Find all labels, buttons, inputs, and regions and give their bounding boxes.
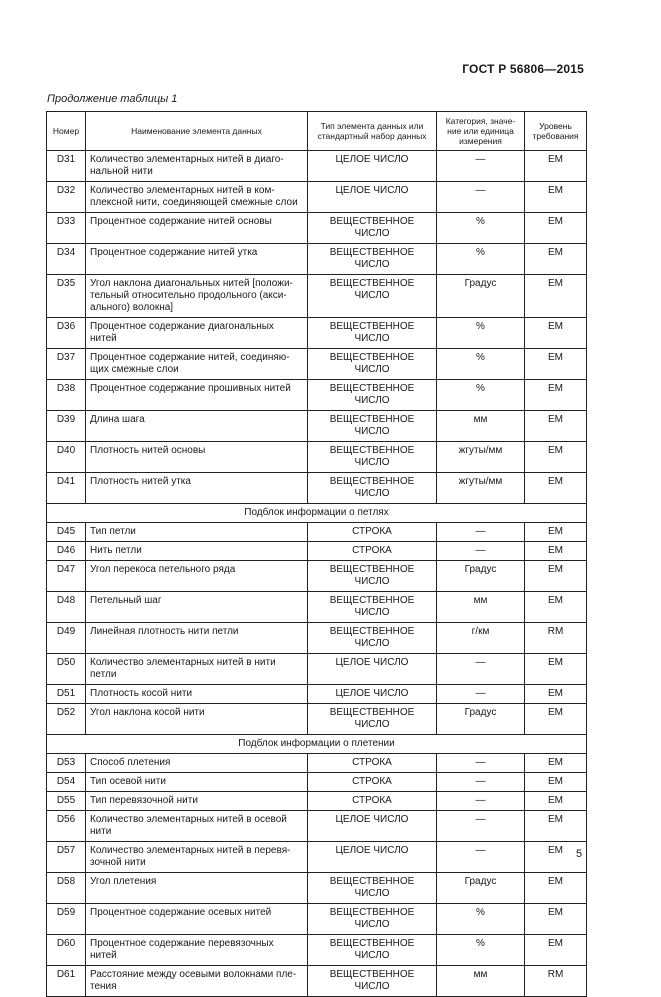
- cell-type: СТРОКА: [308, 523, 437, 542]
- cell-unit: Градус: [437, 704, 525, 735]
- cell-number: D49: [47, 623, 86, 654]
- cell-number: D33: [47, 213, 86, 244]
- cell-name: Петельный шаг: [86, 592, 308, 623]
- cell-type: ВЕЩЕСТВЕННОЕ ЧИСЛО: [308, 275, 437, 318]
- cell-name: Процентное содержание нитей, соединяю- щих смежные слои: [86, 349, 308, 380]
- cell-name: Количество элементарных нитей в перевя- зочной нити: [86, 842, 308, 873]
- cell-number: D32: [47, 182, 86, 213]
- table-row: [47, 542, 587, 561]
- cell-number: D57: [47, 842, 86, 873]
- cell-type: ВЕЩЕСТВЕННОЕ ЧИСЛО: [308, 873, 437, 904]
- cell-number: D55: [47, 792, 86, 811]
- cell-unit: %: [437, 904, 525, 935]
- cell-requirement: ЕМ: [525, 442, 587, 473]
- cell-requirement: ЕМ: [525, 935, 587, 966]
- cell-requirement: ЕМ: [525, 213, 587, 244]
- cell-requirement: ЕМ: [525, 873, 587, 904]
- cell-name: Плотность нитей основы: [86, 442, 308, 473]
- cell-requirement: ЕМ: [525, 685, 587, 704]
- cell-requirement: ЕМ: [525, 792, 587, 811]
- cell-requirement: ЕМ: [525, 773, 587, 792]
- table-row: [47, 349, 587, 380]
- table-row: [47, 842, 587, 873]
- table-caption: Продолжение таблицы 1: [47, 93, 178, 105]
- cell-type: ВЕЩЕСТВЕННОЕ ЧИСЛО: [308, 904, 437, 935]
- cell-type: ВЕЩЕСТВЕННОЕ ЧИСЛО: [308, 244, 437, 275]
- cell-name: Нить петли: [86, 542, 308, 561]
- column-header-unit: Категория, значе- ние или единица измерения: [437, 112, 525, 151]
- cell-number: D54: [47, 773, 86, 792]
- cell-type: ВЕЩЕСТВЕННОЕ ЧИСЛО: [308, 561, 437, 592]
- cell-type: ЦЕЛОЕ ЧИСЛО: [308, 654, 437, 685]
- cell-requirement: ЕМ: [525, 349, 587, 380]
- table-row: [47, 442, 587, 473]
- cell-unit: Градус: [437, 275, 525, 318]
- column-header-number: Номер: [47, 112, 86, 151]
- cell-name: Способ плетения: [86, 754, 308, 773]
- cell-name: Процентное содержание прошивных нитей: [86, 380, 308, 411]
- cell-name: Угол наклона диагональных нитей [положи- тельный относительно продольного (акси- ального) волокна]: [86, 275, 308, 318]
- cell-unit: %: [437, 213, 525, 244]
- cell-requirement: ЕМ: [525, 561, 587, 592]
- cell-name: Угол наклона косой нити: [86, 704, 308, 735]
- cell-unit: —: [437, 685, 525, 704]
- cell-name: Линейная плотность нити петли: [86, 623, 308, 654]
- cell-name: Длина шага: [86, 411, 308, 442]
- cell-type: ЦЕЛОЕ ЧИСЛО: [308, 182, 437, 213]
- cell-number: D34: [47, 244, 86, 275]
- table-row: [47, 792, 587, 811]
- cell-name: Процентное содержание диагональных нитей: [86, 318, 308, 349]
- cell-unit: —: [437, 811, 525, 842]
- cell-type: СТРОКА: [308, 792, 437, 811]
- cell-requirement: ЕМ: [525, 380, 587, 411]
- cell-unit: —: [437, 842, 525, 873]
- cell-name: Процентное содержание нитей основы: [86, 213, 308, 244]
- cell-number: D50: [47, 654, 86, 685]
- cell-type: СТРОКА: [308, 542, 437, 561]
- cell-unit: —: [437, 182, 525, 213]
- group-header-row: [47, 735, 587, 754]
- cell-unit: Градус: [437, 561, 525, 592]
- column-header-type: Тип элемента данных или стандартный набор данных: [308, 112, 437, 151]
- cell-unit: —: [437, 523, 525, 542]
- table-row: [47, 380, 587, 411]
- cell-requirement: ЕМ: [525, 411, 587, 442]
- cell-unit: —: [437, 773, 525, 792]
- cell-name: Процентное содержание нитей утка: [86, 244, 308, 275]
- cell-unit: %: [437, 244, 525, 275]
- table-header-row: [47, 112, 587, 151]
- cell-type: ЦЕЛОЕ ЧИСЛО: [308, 151, 437, 182]
- cell-number: D48: [47, 592, 86, 623]
- cell-requirement: ЕМ: [525, 523, 587, 542]
- table-row: [47, 966, 587, 997]
- table-row: [47, 151, 587, 182]
- table-row: [47, 654, 587, 685]
- table-row: [47, 773, 587, 792]
- cell-number: D53: [47, 754, 86, 773]
- cell-name: Процентное содержание перевязочных нитей: [86, 935, 308, 966]
- cell-type: ВЕЩЕСТВЕННОЕ ЧИСЛО: [308, 442, 437, 473]
- cell-name: Расстояние между осевыми волокнами пле- тения: [86, 966, 308, 997]
- table-row: [47, 873, 587, 904]
- cell-unit: мм: [437, 592, 525, 623]
- group-header-row: [47, 504, 587, 523]
- cell-requirement: ЕМ: [525, 704, 587, 735]
- cell-type: ВЕЩЕСТВЕННОЕ ЧИСЛО: [308, 473, 437, 504]
- cell-number: D47: [47, 561, 86, 592]
- column-header-name: Наименование элемента данных: [86, 112, 308, 151]
- cell-requirement: ЕМ: [525, 592, 587, 623]
- cell-requirement: ЕМ: [525, 275, 587, 318]
- cell-number: D35: [47, 275, 86, 318]
- cell-requirement: ЕМ: [525, 244, 587, 275]
- cell-unit: мм: [437, 966, 525, 997]
- cell-unit: %: [437, 349, 525, 380]
- cell-requirement: RM: [525, 623, 587, 654]
- group-title: Подблок информации о петлях: [47, 504, 587, 523]
- cell-type: ВЕЩЕСТВЕННОЕ ЧИСЛО: [308, 349, 437, 380]
- cell-requirement: RM: [525, 966, 587, 997]
- cell-type: СТРОКА: [308, 754, 437, 773]
- cell-unit: жгуты/мм: [437, 473, 525, 504]
- table-body: [47, 151, 587, 997]
- cell-number: D37: [47, 349, 86, 380]
- cell-unit: г/км: [437, 623, 525, 654]
- cell-name: Количество элементарных нитей в ком- плексной нити, соединяющей смежные слои: [86, 182, 308, 213]
- cell-type: ВЕЩЕСТВЕННОЕ ЧИСЛО: [308, 966, 437, 997]
- cell-unit: Градус: [437, 873, 525, 904]
- table-row: [47, 685, 587, 704]
- table-row: [47, 904, 587, 935]
- cell-name: Тип петли: [86, 523, 308, 542]
- cell-number: D59: [47, 904, 86, 935]
- cell-type: ВЕЩЕСТВЕННОЕ ЧИСЛО: [308, 380, 437, 411]
- table-row: [47, 411, 587, 442]
- group-title: Подблок информации о плетении: [47, 735, 587, 754]
- cell-unit: —: [437, 754, 525, 773]
- table-row: [47, 473, 587, 504]
- cell-type: ЦЕЛОЕ ЧИСЛО: [308, 685, 437, 704]
- cell-requirement: ЕМ: [525, 842, 587, 873]
- table-row: [47, 275, 587, 318]
- cell-type: ЦЕЛОЕ ЧИСЛО: [308, 811, 437, 842]
- cell-requirement: ЕМ: [525, 542, 587, 561]
- column-header-requirement: Уровень требования: [525, 112, 587, 151]
- cell-unit: —: [437, 792, 525, 811]
- cell-name: Количество элементарных нитей в диаго- нальной нити: [86, 151, 308, 182]
- table-row: [47, 561, 587, 592]
- cell-unit: —: [437, 542, 525, 561]
- cell-number: D40: [47, 442, 86, 473]
- cell-number: D39: [47, 411, 86, 442]
- data-elements-table: [46, 111, 587, 997]
- cell-requirement: ЕМ: [525, 473, 587, 504]
- cell-name: Процентное содержание осевых нитей: [86, 904, 308, 935]
- cell-number: D31: [47, 151, 86, 182]
- table-row: [47, 213, 587, 244]
- cell-unit: %: [437, 380, 525, 411]
- cell-name: Угол плетения: [86, 873, 308, 904]
- cell-requirement: ЕМ: [525, 182, 587, 213]
- cell-type: ВЕЩЕСТВЕННОЕ ЧИСЛО: [308, 935, 437, 966]
- cell-requirement: ЕМ: [525, 904, 587, 935]
- cell-unit: %: [437, 318, 525, 349]
- cell-type: СТРОКА: [308, 773, 437, 792]
- cell-requirement: ЕМ: [525, 811, 587, 842]
- cell-unit: жгуты/мм: [437, 442, 525, 473]
- cell-requirement: ЕМ: [525, 318, 587, 349]
- table-row: [47, 318, 587, 349]
- cell-name: Тип осевой нити: [86, 773, 308, 792]
- cell-name: Угол перекоса петельного ряда: [86, 561, 308, 592]
- cell-number: D45: [47, 523, 86, 542]
- cell-unit: —: [437, 654, 525, 685]
- cell-number: D46: [47, 542, 86, 561]
- cell-unit: —: [437, 151, 525, 182]
- cell-requirement: ЕМ: [525, 754, 587, 773]
- cell-number: D38: [47, 380, 86, 411]
- cell-type: ВЕЩЕСТВЕННОЕ ЧИСЛО: [308, 592, 437, 623]
- cell-requirement: ЕМ: [525, 151, 587, 182]
- cell-unit: %: [437, 935, 525, 966]
- page-number: 5: [576, 848, 583, 860]
- table-row: [47, 935, 587, 966]
- table-row: [47, 704, 587, 735]
- cell-type: ВЕЩЕСТВЕННОЕ ЧИСЛО: [308, 318, 437, 349]
- cell-number: D41: [47, 473, 86, 504]
- cell-number: D56: [47, 811, 86, 842]
- cell-number: D58: [47, 873, 86, 904]
- cell-number: D61: [47, 966, 86, 997]
- cell-name: Плотность нитей утка: [86, 473, 308, 504]
- cell-type: ВЕЩЕСТВЕННОЕ ЧИСЛО: [308, 623, 437, 654]
- cell-number: D51: [47, 685, 86, 704]
- table-row: [47, 811, 587, 842]
- cell-type: ВЕЩЕСТВЕННОЕ ЧИСЛО: [308, 411, 437, 442]
- table-row: [47, 754, 587, 773]
- table-row: [47, 592, 587, 623]
- cell-number: D52: [47, 704, 86, 735]
- table-row: [47, 523, 587, 542]
- cell-number: D60: [47, 935, 86, 966]
- cell-type: ЦЕЛОЕ ЧИСЛО: [308, 842, 437, 873]
- cell-name: Количество элементарных нитей в нити петли: [86, 654, 308, 685]
- cell-number: D36: [47, 318, 86, 349]
- cell-requirement: ЕМ: [525, 654, 587, 685]
- cell-name: Тип перевязочной нити: [86, 792, 308, 811]
- cell-name: Количество элементарных нитей в осевой нити: [86, 811, 308, 842]
- cell-type: ВЕЩЕСТВЕННОЕ ЧИСЛО: [308, 213, 437, 244]
- cell-type: ВЕЩЕСТВЕННОЕ ЧИСЛО: [308, 704, 437, 735]
- cell-unit: мм: [437, 411, 525, 442]
- standard-id: ГОСТ Р 56806—2015: [462, 62, 584, 76]
- table-row: [47, 244, 587, 275]
- table-row: [47, 182, 587, 213]
- table-row: [47, 623, 587, 654]
- cell-name: Плотность косой нити: [86, 685, 308, 704]
